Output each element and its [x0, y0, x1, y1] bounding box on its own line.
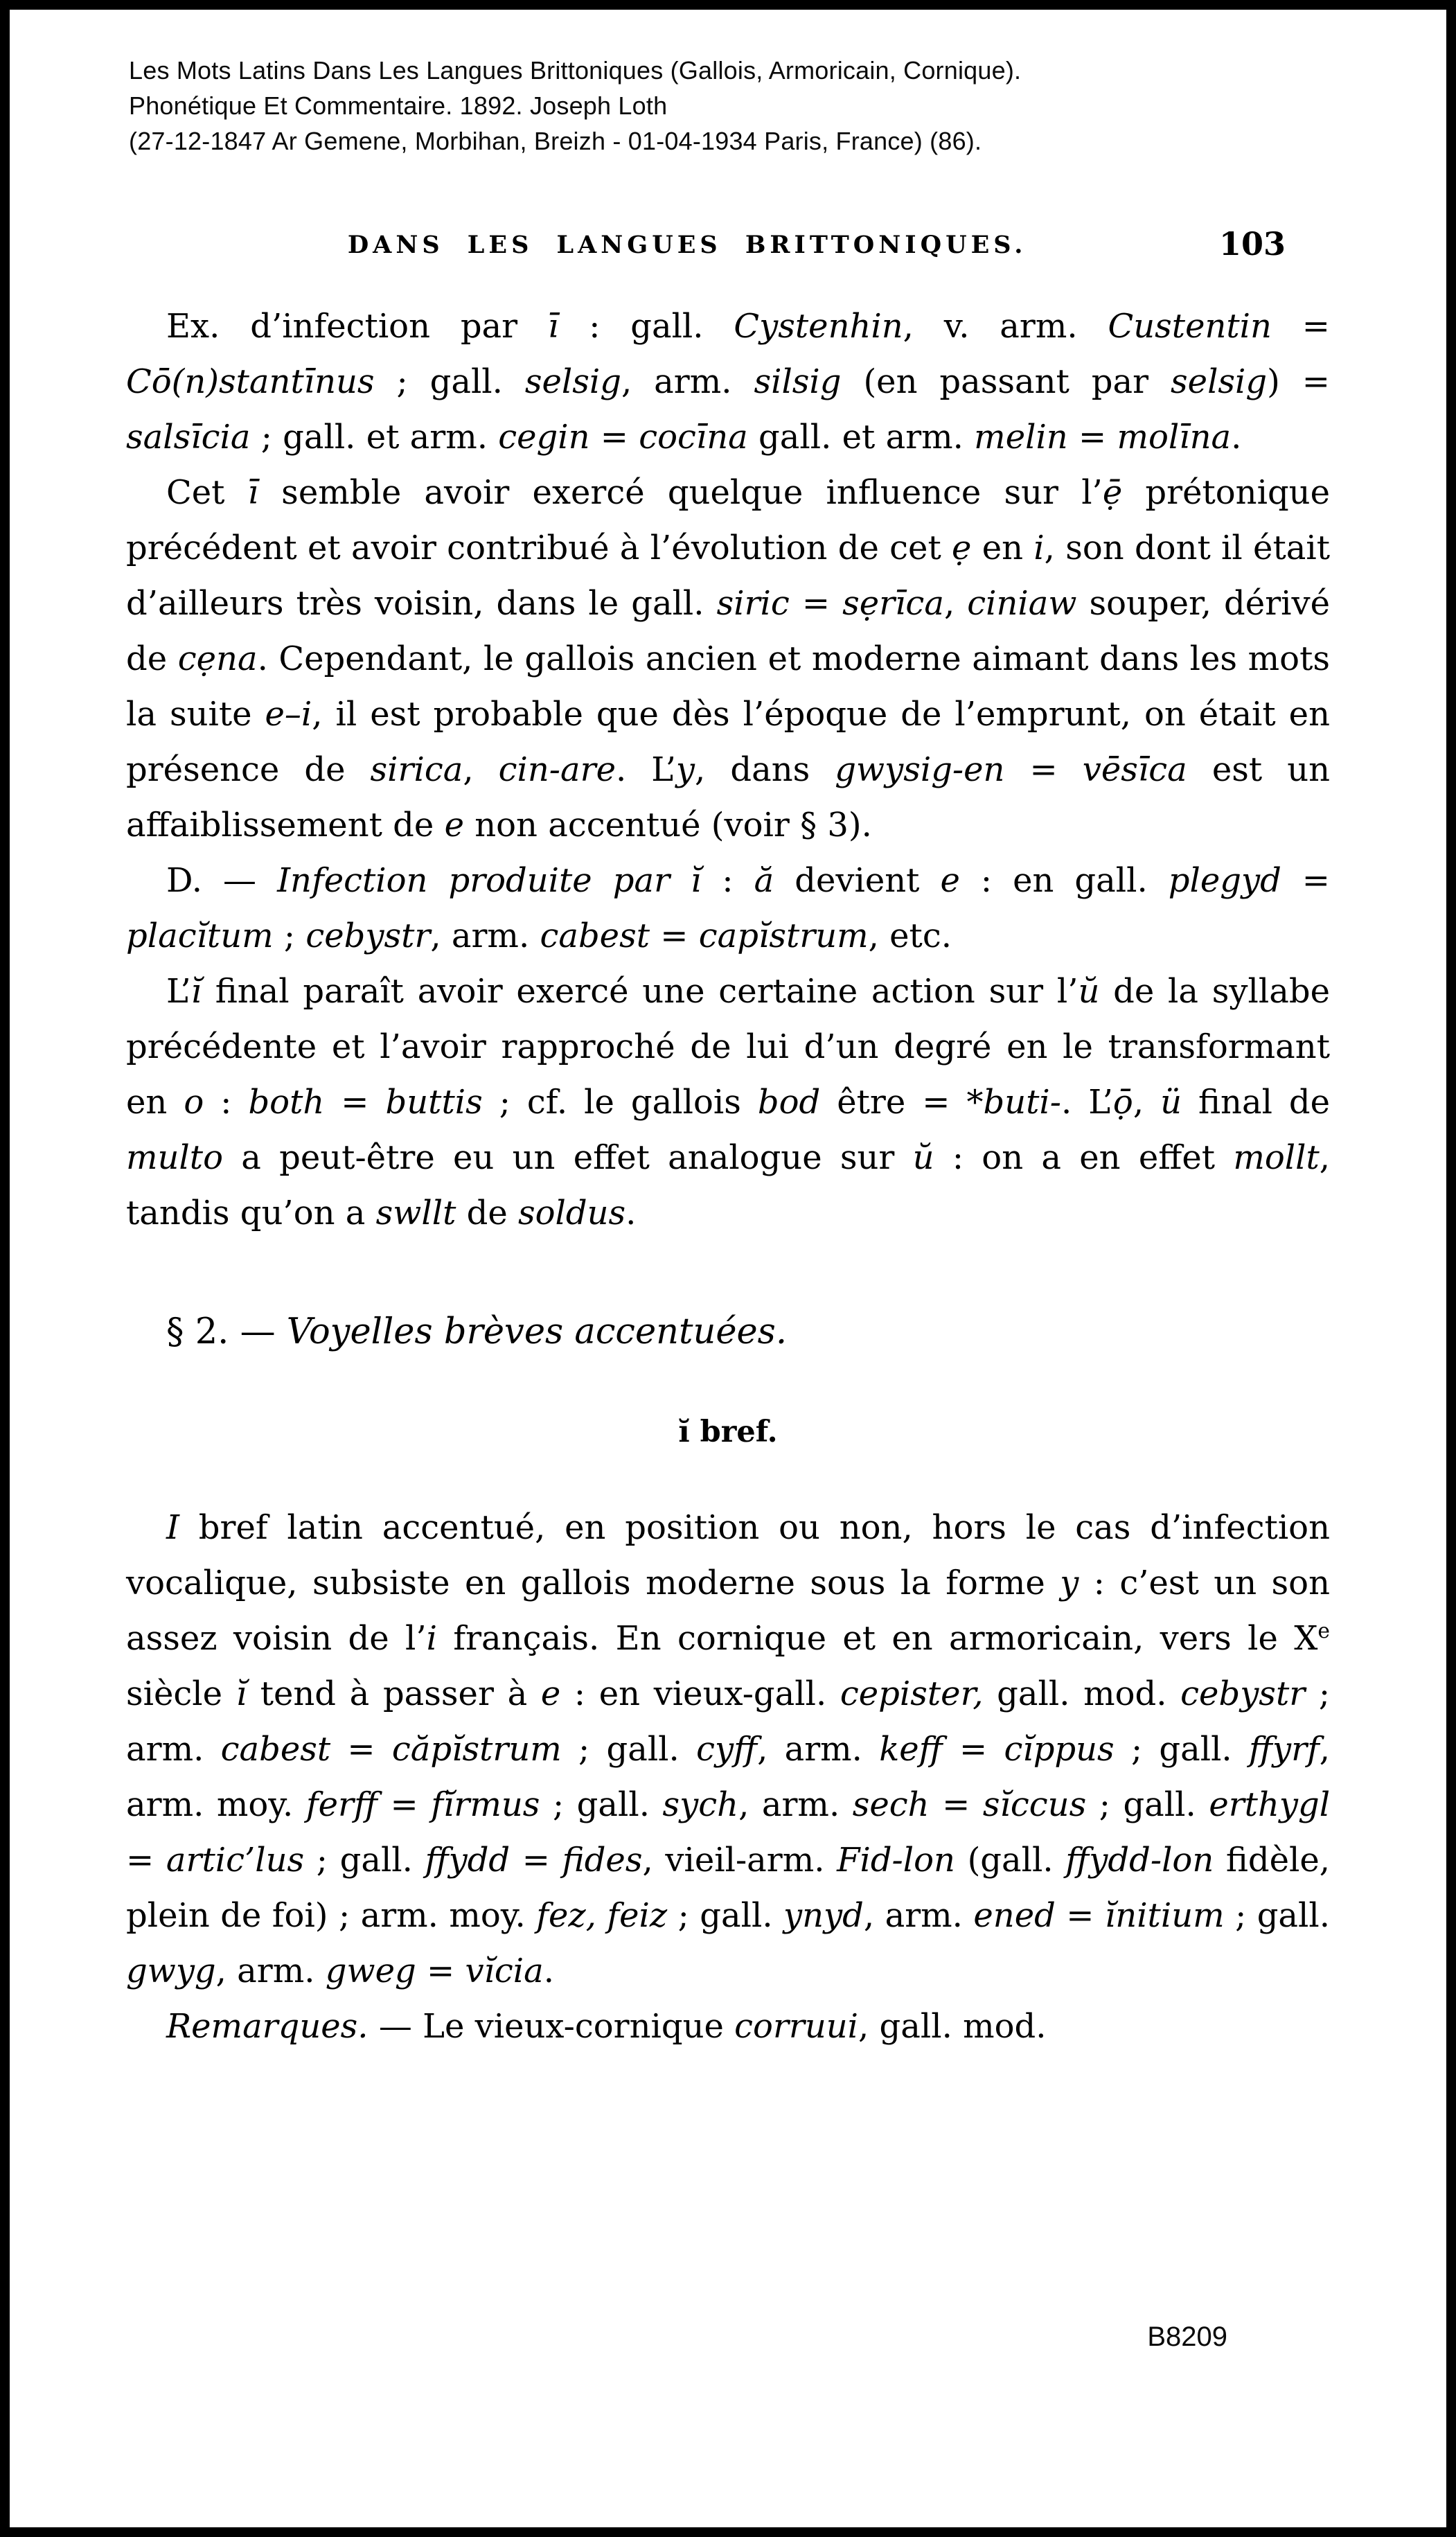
paragraph-infection-i-long: Ex. d’infection par ī : gall. Cystenhin, v. arm. Custentin = Cō(n)stantīnus ; gall. selsig, arm. silsig (en passant par selsig) = salsīcia ; gall. et arm. cegin = cocīna gall. et arm. melin = molīna. — [126, 307, 1331, 457]
paragraph-i-final: L’ĭ final paraît avoir exercé une certaine action sur l’ŭ de la syllabe précédente et l’avoir rapproché de lui d’un degré en le transformant en o : both = buttis ; cf. le gallois bod être = *buti-. L’ọ̄, ü final de multo a peut-être eu un effet analogue sur ŭ : on a en effet mollt, tandis qu’on a swllt de soldus. — [126, 972, 1331, 1232]
shelfmark: B8209 — [1147, 2322, 1227, 2352]
citation-line-2: Phonétique Et Commentaire. 1892. Joseph Loth — [129, 91, 668, 120]
paragraph-remarques: Remarques. — Le vieux-cornique corruui, gall. mod. — [166, 2007, 1047, 2046]
subsection-heading: ĭ bref. — [678, 1415, 778, 1449]
paragraph-infection-i-short: D. — Infection produite par ĭ : ă devient e : en gall. plegyd = placĭtum ; cebystr, arm. cabest = capĭstrum, etc. — [126, 861, 1331, 955]
section-heading: § 2. — Voyelles brèves accentuées. — [166, 1311, 788, 1352]
citation-block — [10, 10, 1446, 159]
book-page — [10, 10, 1446, 2527]
running-header — [129, 225, 1327, 269]
paragraph-i-bref: I bref latin accentué, en position ou non, hors le cas d’infection vocalique, subsiste en gallois moderne sous la forme y : c’est un son assez voisin de l’i français. En cornique et en armoricain, vers le Xe siècle ĭ tend à passer à e : en vieux-gall. cepister, gall. mod. cebystr ; arm. cabest = căpĭstrum ; gall. cyff, arm. keff = cĭppus ; gall. ffyrf, arm. moy. ferff = fĭrmus ; gall. sych, arm. sech = sĭccus ; gall. erthygl = artic’lus ; gall. ffydd = fides, vieil-arm. Fid-lon (gall. ffydd-lon fidèle, plein de foi) ; arm. moy. fez, feiz ; gall. ynyd, arm. ened = ĭnitium ; gall. gwyg, arm. gweg = vĭcia. — [126, 1508, 1331, 1990]
paragraph-i-influence: Cet ī semble avoir exercé quelque influence sur l’ẹ̄ prétonique précédent et avoir contribué à l’évolution de cet ẹ en i, son dont il était d’ailleurs très voisin, dans le gall. siric = sẹrīca, ciniaw souper, dérivé de cẹna. Cependant, le gallois ancien et moderne aimant dans les mots la suite e–i, il est probable que dès l’époque de l’emprunt, on était en présence de sirica, cin-are. L’y, dans gwysig-en = vēsīca est un affaiblissement de e non accentué (voir § 3). — [126, 473, 1331, 845]
citation-line-3: (27-12-1847 Ar Gemene, Morbihan, Breizh - 01-04-1934 Paris, France) (86). — [129, 127, 982, 155]
page-body — [126, 299, 1330, 2054]
page-number: 103 — [1218, 225, 1286, 263]
running-header-title: DANS LES LANGUES BRITTONIQUES. — [347, 231, 1027, 259]
citation-line-1: Les Mots Latins Dans Les Langues Brittoniques (Gallois, Armoricain, Cornique). — [129, 56, 1022, 85]
